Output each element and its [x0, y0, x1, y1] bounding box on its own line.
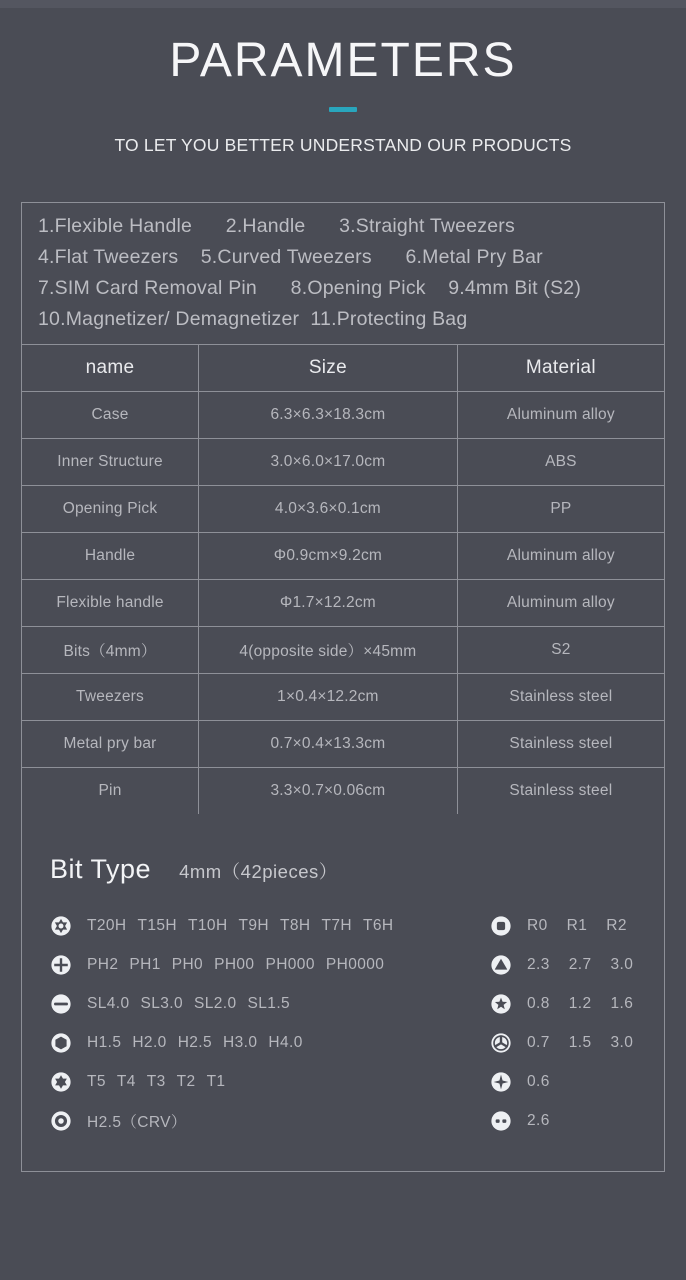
- bit-value: 1.2: [568, 995, 592, 1012]
- triangle-icon: [490, 954, 512, 976]
- triwing-icon: [490, 1032, 512, 1054]
- bit-value: T15H: [137, 917, 178, 934]
- bit-values: [87, 995, 290, 1013]
- bit-value: PH0: [171, 956, 204, 973]
- spec-cell: Aluminum alloy: [457, 580, 664, 627]
- bit-value: SL3.0: [140, 995, 184, 1012]
- bit-value: 2.3: [527, 956, 550, 973]
- bit-value: T3: [146, 1073, 166, 1090]
- bit-value: PH000: [265, 956, 315, 973]
- bit-group-left: [50, 1110, 490, 1132]
- bit-values: [527, 1112, 550, 1130]
- components-list: [22, 203, 664, 345]
- bit-value: 2.7: [568, 956, 592, 973]
- table-row: [22, 392, 664, 439]
- bit-values: [87, 917, 393, 935]
- bit-row: [50, 993, 636, 1015]
- bit-group-left: [50, 1071, 490, 1093]
- spec-cell: Case: [22, 392, 199, 439]
- bit-value: 2.6: [527, 1112, 550, 1129]
- bit-row: [50, 915, 636, 937]
- bit-values: [527, 1034, 633, 1052]
- bit-value: 3.0: [610, 1034, 634, 1051]
- bit-row: [50, 1071, 636, 1093]
- components-line: 7.SIM Card Removal Pin 8.Opening Pick 9.4mm Bit (S2): [38, 277, 582, 299]
- table-row: [22, 627, 664, 674]
- table-row: [22, 439, 664, 486]
- bit-value: T6H: [363, 917, 394, 934]
- bit-value: 3.0: [610, 956, 634, 973]
- spec-cell: 3.3×0.7×0.06cm: [199, 768, 458, 815]
- bit-value: PH2: [87, 956, 119, 973]
- bit-value: SL2.0: [194, 995, 237, 1012]
- bit-values: [87, 1034, 303, 1052]
- star-icon: [490, 993, 512, 1015]
- table-row: [22, 533, 664, 580]
- spec-cell: Inner Structure: [22, 439, 199, 486]
- bit-value: 1.6: [610, 995, 634, 1012]
- bit-values: [87, 1073, 225, 1091]
- spec-cell: Aluminum alloy: [457, 392, 664, 439]
- bit-value: T9H: [238, 917, 270, 934]
- bit-value: R2: [606, 917, 627, 934]
- phillips-icon: [50, 954, 72, 976]
- bit-value: H2.5: [177, 1034, 213, 1051]
- slotted-icon: [50, 993, 72, 1015]
- bit-group-left: [50, 1032, 490, 1054]
- bit-value: T20H: [87, 917, 127, 934]
- bit-row: [50, 954, 636, 976]
- bit-group-right: [490, 1110, 636, 1132]
- bit-row: [50, 1110, 636, 1132]
- spec-cell: 6.3×6.3×18.3cm: [199, 392, 458, 439]
- bit-value: T4: [116, 1073, 136, 1090]
- components-line: 10.Magnetizer/ Demagnetizer 11.Protecting Bag: [38, 308, 468, 330]
- bit-value: T7H: [321, 917, 352, 934]
- spec-cell: Φ1.7×12.2cm: [199, 580, 458, 627]
- bit-value: H4.0: [268, 1034, 303, 1051]
- bit-group-right: [490, 915, 636, 937]
- spec-cell: Metal pry bar: [22, 721, 199, 768]
- spec-cell: S2: [457, 627, 664, 674]
- spec-header-cell: name: [22, 345, 199, 392]
- bit-type-rows: [50, 915, 636, 1132]
- spec-cell: Φ0.9cm×9.2cm: [199, 533, 458, 580]
- bit-group-left: [50, 954, 490, 976]
- spec-cell: ABS: [457, 439, 664, 486]
- bit-values: [527, 995, 633, 1013]
- cross-icon: [490, 1071, 512, 1093]
- spec-cell: Opening Pick: [22, 486, 199, 533]
- table-row: [22, 674, 664, 721]
- bit-value: H2.5（CRV）: [87, 1114, 187, 1131]
- spec-cell: Flexible handle: [22, 580, 199, 627]
- bit-value: PH0000: [325, 956, 385, 973]
- bit-type-title: Bit Type: [50, 854, 152, 884]
- bit-value: R0: [527, 917, 548, 934]
- bit-type-section: [22, 814, 664, 1132]
- bit-group-right: [490, 1071, 636, 1093]
- bit-value: 0.8: [527, 995, 550, 1012]
- components-line: 1.Flexible Handle 2.Handle 3.Straight Tweezers: [38, 215, 515, 237]
- spec-cell: Stainless steel: [457, 721, 664, 768]
- spec-cell: 4.0×3.6×0.1cm: [199, 486, 458, 533]
- bit-type-header: [50, 854, 636, 885]
- accent-dash: [329, 107, 357, 112]
- bit-value: 0.6: [527, 1073, 550, 1090]
- bit-value: R1: [566, 917, 588, 934]
- bit-value: T1: [206, 1073, 226, 1090]
- bit-group-right: [490, 954, 636, 976]
- bit-values: [87, 1110, 187, 1132]
- page-subtitle: TO LET YOU BETTER UNDERSTAND OUR PRODUCTS: [114, 135, 572, 156]
- hero-header: [0, 0, 686, 156]
- page-title: PARAMETERS: [169, 34, 517, 87]
- spec-cell: Bits（4mm）: [22, 627, 199, 674]
- bit-group-left: [50, 993, 490, 1015]
- bit-group-right: [490, 993, 636, 1015]
- components-line: 4.Flat Tweezers 5.Curved Tweezers 6.Metal Pry Bar: [38, 246, 543, 268]
- table-row: [22, 486, 664, 533]
- table-row: [22, 721, 664, 768]
- spec-cell: 1×0.4×12.2cm: [199, 674, 458, 721]
- spec-cell: Handle: [22, 533, 199, 580]
- bit-value: SL4.0: [87, 995, 130, 1012]
- spec-header-row: [22, 345, 664, 392]
- bit-value: T8H: [280, 917, 311, 934]
- bit-value: 1.5: [568, 1034, 592, 1051]
- spec-header-cell: Material: [457, 345, 664, 392]
- spec-cell: Stainless steel: [457, 768, 664, 815]
- bit-value: 0.7: [527, 1034, 550, 1051]
- bit-values: [87, 956, 384, 974]
- spec-cell: 4(opposite side）×45mm: [199, 627, 458, 674]
- hex-crv-icon: [50, 1110, 72, 1132]
- square-icon: [490, 915, 512, 937]
- table-row: [22, 580, 664, 627]
- spec-cell: 0.7×0.4×13.3cm: [199, 721, 458, 768]
- bit-value: H1.5: [87, 1034, 122, 1051]
- bit-value: SL1.5: [247, 995, 291, 1012]
- bit-values: [527, 956, 633, 974]
- bit-value: PH00: [214, 956, 255, 973]
- bit-value: H3.0: [223, 1034, 258, 1051]
- bit-value: T10H: [188, 917, 228, 934]
- table-row: [22, 768, 664, 815]
- content-box: [21, 202, 665, 1172]
- bit-value: H2.0: [132, 1034, 167, 1051]
- bit-values: [527, 1073, 550, 1091]
- bit-value: T2: [176, 1073, 196, 1090]
- spec-cell: 3.0×6.0×17.0cm: [199, 439, 458, 486]
- spec-cell: Tweezers: [22, 674, 199, 721]
- spec-cell: Stainless steel: [457, 674, 664, 721]
- spanner-icon: [490, 1110, 512, 1132]
- spec-cell: Aluminum alloy: [457, 533, 664, 580]
- spec-header-cell: Size: [199, 345, 458, 392]
- bit-group-left: [50, 915, 490, 937]
- bit-group-right: [490, 1032, 636, 1054]
- bit-values: [527, 917, 627, 935]
- torx-security-icon: [50, 915, 72, 937]
- bit-value: T5: [87, 1073, 106, 1090]
- torx-icon: [50, 1071, 72, 1093]
- bit-row: [50, 1032, 636, 1054]
- spec-cell: PP: [457, 486, 664, 533]
- bit-type-size-note: 4mm（42pieces）: [179, 861, 338, 882]
- spec-table: [22, 345, 664, 814]
- bit-value: PH1: [129, 956, 161, 973]
- spec-cell: Pin: [22, 768, 199, 815]
- hex-icon: [50, 1032, 72, 1054]
